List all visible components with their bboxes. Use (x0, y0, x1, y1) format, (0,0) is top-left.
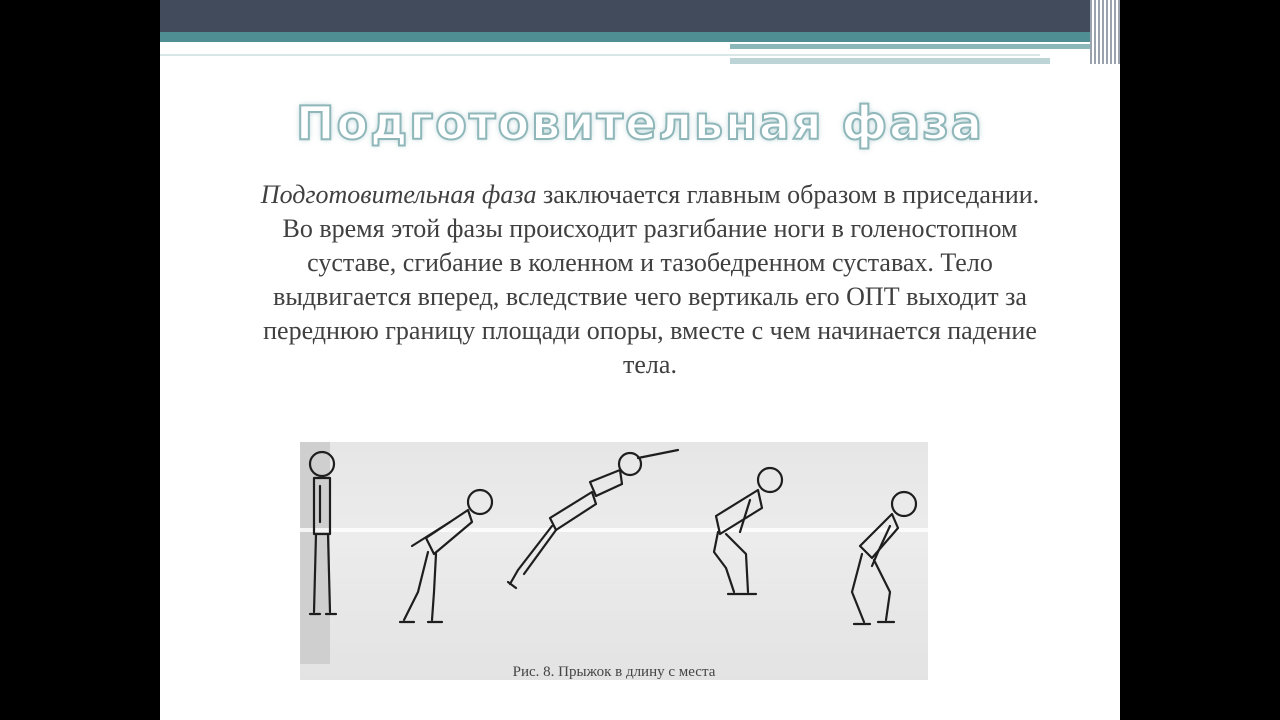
body-emphasis: Подготовительная фаза (260, 180, 537, 209)
header-band-teal (160, 32, 1100, 42)
slide-title: Подготовительная фаза (296, 96, 984, 150)
figure-caption: Рис. 8. Прыжок в длину с места (512, 664, 716, 680)
jump-figure (300, 442, 928, 680)
jumper-squat (852, 492, 916, 624)
body-rest: заключается главным образом в приседании. Во время этой фазы происходит разгибание ноги в голеностопном суставе, сгибание в коленном и тазобедренном суставах. Тело выдвигается вперед, вследствие чего вертикаль его ОПТ выходит за переднюю границу площади опоры, вместе с чем начинается падение тела. (263, 180, 1040, 379)
jumper-flight (508, 450, 678, 588)
jump-illustration (300, 442, 928, 664)
header-band-accent (730, 44, 1100, 49)
header-stripes (1090, 0, 1120, 64)
slide (160, 0, 1120, 720)
jumper-bending (400, 490, 492, 622)
header-band-dark (160, 0, 1100, 32)
slide-body-text (250, 178, 1050, 382)
header-divider (160, 54, 1040, 56)
header-divider-accent (730, 58, 1050, 64)
